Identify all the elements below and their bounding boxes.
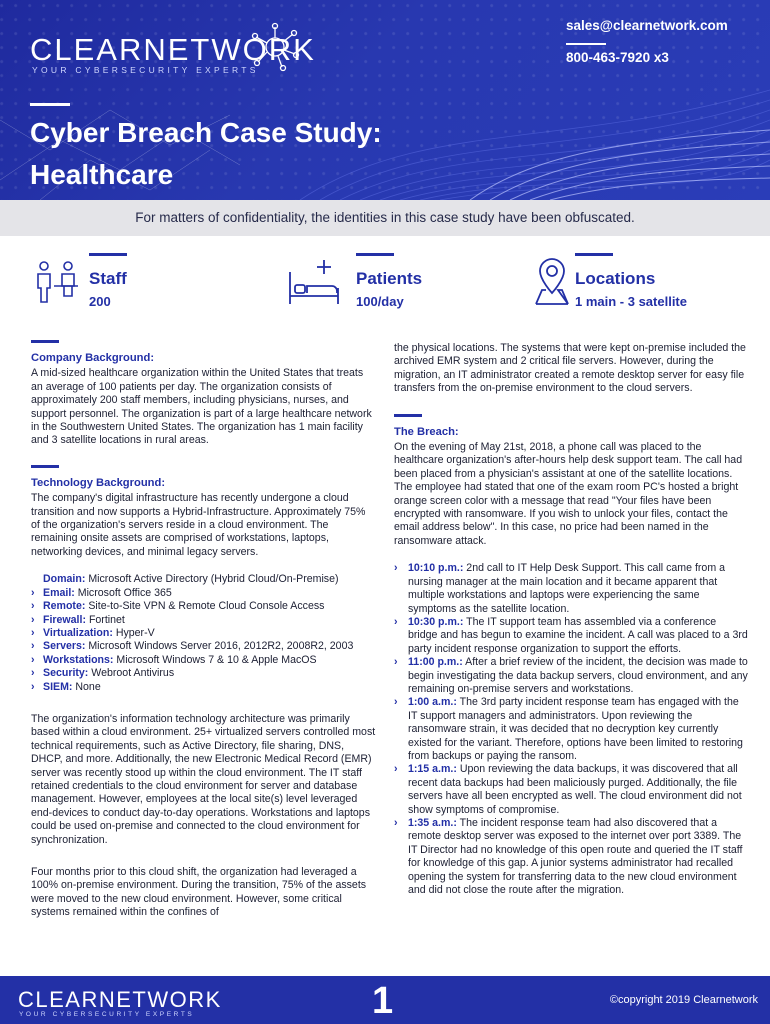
stat-locations-rule: [575, 253, 613, 256]
tech-item-security: [31, 667, 376, 680]
tech-item-value: Hyper-V: [115, 626, 155, 639]
technology-background-title: Technology Background:: [31, 476, 166, 489]
chevron-right-icon: ›: [31, 600, 35, 613]
contact-info: [566, 16, 756, 75]
chevron-right-icon: ›: [31, 640, 35, 653]
stat-patients: [356, 253, 506, 313]
technology-paragraph-3-continued: the physical locations. The systems that were kept on-premise included the archived EMR system and 2 critical file servers. However, during the migration, an IT administrator created a remote desktop server for easy file transfers from the on-premise environment to the cloud servers.: [394, 342, 746, 395]
company-background-rule: [31, 340, 59, 343]
chevron-right-icon: ›: [31, 586, 35, 599]
tech-item-value: Webroot Antivirus: [91, 667, 175, 680]
stat-patients-label: Patients: [356, 269, 423, 288]
tech-item-key: Remote:: [43, 600, 86, 613]
tech-item-value: None: [75, 680, 101, 693]
timeline-time: 10:30 p.m.:: [408, 615, 464, 628]
timeline-item: [394, 656, 748, 696]
chevron-right-icon: ›: [31, 667, 35, 680]
contact-phone[interactable]: 800-463-7920 x3: [566, 50, 669, 65]
chevron-right-icon: ›: [394, 615, 398, 628]
tech-item-value: Microsoft Office 365: [77, 586, 172, 599]
timeline-item: [394, 616, 748, 656]
tech-item-remote: [31, 600, 376, 613]
copyright-text: ©copyright 2019 Clearnetwork: [609, 994, 758, 1006]
chevron-right-icon: ›: [31, 680, 35, 693]
footer: [0, 976, 770, 1024]
right-column: [394, 342, 748, 897]
tech-item-value: Microsoft Windows Server 2016, 2012R2, 2008R2, 2003: [88, 640, 354, 653]
page-number: 1: [372, 980, 394, 1022]
clearnetwork-logo[interactable]: [30, 32, 316, 75]
chevron-right-icon: ›: [394, 817, 398, 829]
technology-paragraph-2: The organization's information technology architecture was primarily based within a cloud environment. 25+ virtualized servers controlled most technical requirements, such as Active Directory, file sharing, DNS, DHCP, and more. Additionally, the new Electronic Medical Record (EMR) server was recently stood up within the cloud environment. The IT staff retained credentials to the cloud environment for server and database management. However, employees at the local site(s) level leveraged end-devices to conduct day-to-day operations. Workstations and laptops could be used on-premise and connected to the cloud environment for synchronization.: [31, 712, 376, 846]
tech-item-servers: [31, 640, 376, 653]
chevron-right-icon: ›: [31, 613, 35, 626]
header-banner: [0, 0, 770, 200]
footer-logo[interactable]: [18, 987, 222, 1018]
stat-locations: [575, 253, 755, 313]
stat-staff-rule: [89, 253, 127, 256]
network-nodes-icon: [250, 22, 300, 72]
timeline-time: 1:35 a.m.:: [408, 817, 457, 829]
tech-item-key: SIEM:: [43, 680, 73, 693]
timeline-time: 11:00 p.m.:: [408, 656, 463, 669]
tech-item-value: Site-to-Site VPN & Remote Cloud Console Access: [88, 600, 325, 613]
tech-item-key: Servers:: [43, 640, 86, 653]
confidentiality-note: For matters of confidentiality, the identities in this case study have been obfuscated.: [0, 200, 770, 236]
chevron-right-icon: ›: [394, 696, 398, 709]
timeline-text: 2nd call to IT Help Desk Support. This call came from a nursing manager at the main location and it became apparent that multiple workstations and laptops were experiencing the same symptoms as the satellite location.: [408, 562, 725, 615]
footer-logo-tagline: YOUR CYBERSECURITY EXPERTS: [19, 1011, 195, 1018]
tech-item-virtualization: [31, 627, 376, 640]
title-accent-rule: [30, 103, 70, 106]
timeline-time: 1:00 a.m.:: [408, 696, 457, 709]
stat-staff: [89, 253, 239, 313]
tech-item-key: Email:: [43, 586, 75, 599]
stat-patients-rule: [356, 253, 394, 256]
tech-item-key: Domain:: [43, 573, 86, 586]
timeline-item: [394, 562, 748, 616]
technology-list: [31, 573, 376, 694]
tech-item-workstations: [31, 654, 376, 667]
stat-staff-label: Staff: [89, 269, 127, 288]
contact-divider: [566, 43, 606, 45]
timeline-item: [394, 696, 748, 763]
tech-item-email: [31, 587, 376, 600]
map-pin-icon: [532, 256, 572, 308]
contact-email[interactable]: sales@clearnetwork.com: [566, 18, 728, 33]
tech-item-key: Security:: [43, 667, 89, 680]
stat-locations-value: 1 main - 3 satellite: [575, 294, 687, 309]
logo-tagline: YOUR CYBERSECURITY EXPERTS: [32, 65, 259, 75]
tech-item-domain: [31, 573, 376, 586]
chevron-right-icon: ›: [31, 626, 35, 639]
technology-paragraph-3: Four months prior to this cloud shift, the organization had leveraged a 100% on-premise environment. During the transition, 75% of the assets were moved to the new cloud environment. However, some critical systems remained within the confines of: [31, 866, 367, 919]
timeline-text: The 3rd party incident response team has engaged with the IT support managers and administrators. Upon reviewing the ransomware strain, it was decided that no decryption key currently existed for the variant. Therefore, options have been limited to restoring from backups or paying the ransom.: [408, 696, 743, 762]
technology-background-text: The company's digital infrastructure has recently undergone a cloud transition and now supports a Hybrid-Infrastructure. Approximately 75% of the organization's servers reside in a cloud environment. The remaining onsite assets are comprised of workstations, laptops, networking devices, and minimal legacy servers.: [31, 492, 366, 558]
breach-timeline: [394, 562, 748, 897]
timeline-time: 1:15 a.m.:: [408, 763, 457, 776]
company-background-title: Company Background:: [31, 352, 155, 364]
tech-item-key: Workstations:: [43, 653, 114, 666]
breach-title: The Breach:: [394, 425, 459, 438]
breach-text: On the evening of May 21st, 2018, a phone call was placed to the healthcare organization's after-hours help desk support team. The call had been placed from a physician's assistant at one of the satellite locations. The employee had stated that one of the exam room PC's hosted a bright orange screen color with a message that read "Your files have been encrypted with ransomware. If you wish to unlock your files, contact the email address below". In this case, no price had been named in the ransomware attack.: [394, 441, 743, 547]
timeline-text: The IT support team has assembled via a conference bridge and has begun to examine the incident. A call was placed to a 3rd party incident response organization to support the efforts.: [408, 615, 748, 655]
title-line-2: Healthcare: [30, 159, 174, 190]
timeline-text: The incident response team had also discovered that a remote desktop server was exposed to the internet over port 3389. The IT Director had no knowledge of this open route and queried the IT staff for knowledge of this gap. A junior systems administrator had recalled opening the system for transferring data to the new cloud environment and did not close the route after the migration.: [408, 817, 743, 897]
tech-item-firewall: [31, 614, 376, 627]
stat-staff-value: 200: [89, 294, 111, 309]
company-background-text: A mid-sized healthcare organization within the United States that treats an average of 100 patients per day. The organization consists of approximately 200 staff members, including physicians, nurses, and support personnel. The organization is part of a large healthcare network in the Southwestern United States. The organization has 1 main facility and 3 satellite locations in rural areas.: [31, 367, 372, 447]
tech-item-value: Fortinet: [88, 613, 125, 626]
tech-item-key: Firewall:: [43, 613, 86, 626]
hospital-bed-icon: [286, 258, 342, 308]
chevron-right-icon: ›: [394, 562, 398, 575]
timeline-text: Upon reviewing the data backups, it was discovered that all recent data backups had been maliciously purged. Additionally, the file servers have all been encrypted as well. The cloud environment did not show symptoms of compromise.: [408, 763, 742, 816]
timeline-item: [394, 763, 748, 817]
page-title: [30, 112, 500, 196]
technology-background-rule: [31, 465, 59, 468]
logo-wordmark: CLEARNETWORK: [30, 32, 316, 67]
tech-item-siem: [31, 681, 376, 694]
stat-patients-value: 100/day: [356, 294, 404, 309]
chevron-right-icon: ›: [394, 763, 398, 776]
tech-item-key: Virtualization:: [43, 626, 113, 639]
tech-item-value: Microsoft Windows 7 & 10 & Apple MacOS: [116, 653, 317, 666]
footer-logo-wordmark: CLEARNETWORK: [18, 987, 222, 1012]
tech-item-value: Microsoft Active Directory (Hybrid Cloud/On-Premise): [88, 573, 339, 586]
left-column: [31, 340, 376, 920]
breach-rule: [394, 414, 422, 417]
timeline-item: [394, 817, 748, 897]
stat-locations-label: Locations: [575, 269, 656, 288]
timeline-time: 10:10 p.m.:: [408, 562, 464, 575]
title-line-1: Cyber Breach Case Study:: [30, 117, 382, 148]
chevron-right-icon: ›: [394, 656, 398, 669]
chevron-right-icon: ›: [31, 653, 35, 666]
staff-icon: [34, 260, 80, 306]
timeline-text: After a brief review of the incident, the decision was made to begin investigating the data backup servers, cloud environment, and any remaining on-premise servers and workstations.: [408, 656, 748, 695]
